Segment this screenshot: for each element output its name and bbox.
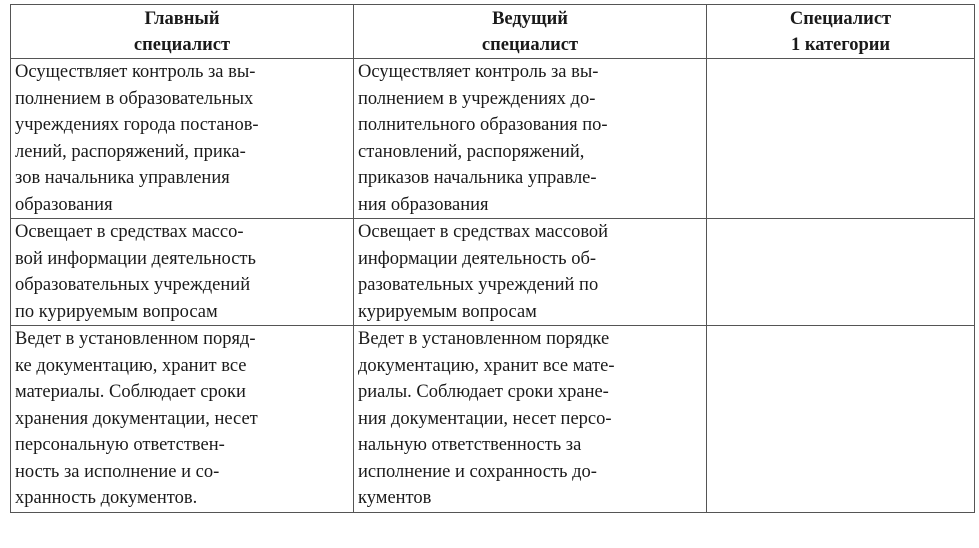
header-chief-specialist xyxy=(11,5,354,59)
header-line: Ведущий xyxy=(492,9,568,29)
cell-line: Осуществляет контроль за вы- xyxy=(358,62,599,82)
cell-line: ность за исполнение и со- xyxy=(15,461,220,482)
cell-specialist-documentation xyxy=(707,326,975,513)
cell-line: Ведет в установленном поряд- xyxy=(15,329,256,349)
cell-line: исполнение и сохранность до- xyxy=(358,461,597,482)
cell-leading-control xyxy=(354,59,707,219)
cell-specialist-control xyxy=(707,59,975,219)
cell-line: зов начальника управления xyxy=(15,168,230,188)
cell-line: по курируемым вопросам xyxy=(15,301,218,322)
table-row xyxy=(11,326,975,513)
cell-line: учреждениях города постанов- xyxy=(15,115,259,135)
cell-line: образовательных учреждений xyxy=(15,275,251,295)
table-header-row xyxy=(11,5,975,59)
cell-line: Осуществляет контроль за вы- xyxy=(15,62,256,82)
header-line: специалист xyxy=(133,35,231,55)
cell-line: становлений, распоряжений, xyxy=(358,141,585,162)
cell-line: документацию, хранит все мате- xyxy=(358,355,615,376)
cell-line: разовательных учреждений по xyxy=(358,275,599,295)
cell-line: полнением в учреждениях до- xyxy=(358,88,596,109)
header-specialist-first-category xyxy=(707,5,975,59)
cell-line: персональную ответствен- xyxy=(15,435,225,455)
cell-line: Освещает в средствах массовой xyxy=(358,222,609,242)
cell-leading-media xyxy=(354,219,707,326)
cell-leading-documentation xyxy=(354,326,707,513)
cell-line: информации деятельность об- xyxy=(358,248,597,269)
cell-line: нальную ответственность за xyxy=(358,435,582,455)
cell-line: ния документации, несет персо- xyxy=(358,408,612,429)
cell-chief-control xyxy=(11,59,354,219)
cell-line: приказов начальника управле- xyxy=(358,168,597,188)
cell-line: материалы. Соблюдает сроки xyxy=(15,382,246,402)
cell-specialist-media xyxy=(707,219,975,326)
cell-line: хранность документов. xyxy=(15,488,198,508)
cell-line: полнением в образовательных xyxy=(15,88,254,109)
cell-line: лений, распоряжений, прика- xyxy=(15,141,246,162)
cell-line: курируемым вопросам xyxy=(358,301,537,322)
cell-line: кументов xyxy=(358,488,432,508)
cell-line: образования xyxy=(15,194,113,215)
cell-line: хранения документации, несет xyxy=(15,408,258,429)
cell-chief-media xyxy=(11,219,354,326)
header-leading-specialist xyxy=(354,5,707,59)
cell-line: ния образования xyxy=(358,194,489,215)
table-row xyxy=(11,219,975,326)
cell-line: Освещает в средствах массо- xyxy=(15,222,244,242)
header-line: Главный xyxy=(144,9,220,29)
cell-line: ке документацию, хранит все xyxy=(15,355,247,376)
header-line: 1 категории xyxy=(790,35,891,55)
cell-line: Ведет в установленном порядке xyxy=(358,329,610,349)
duties-table xyxy=(10,4,975,513)
cell-chief-documentation xyxy=(11,326,354,513)
table-row xyxy=(11,59,975,219)
cell-line: полнительного образования по- xyxy=(358,115,608,135)
cell-line: риалы. Соблюдает сроки хране- xyxy=(358,382,609,402)
header-line: специалист xyxy=(481,35,579,55)
cell-line: вой информации деятельность xyxy=(15,248,256,269)
header-line: Специалист xyxy=(789,9,892,29)
